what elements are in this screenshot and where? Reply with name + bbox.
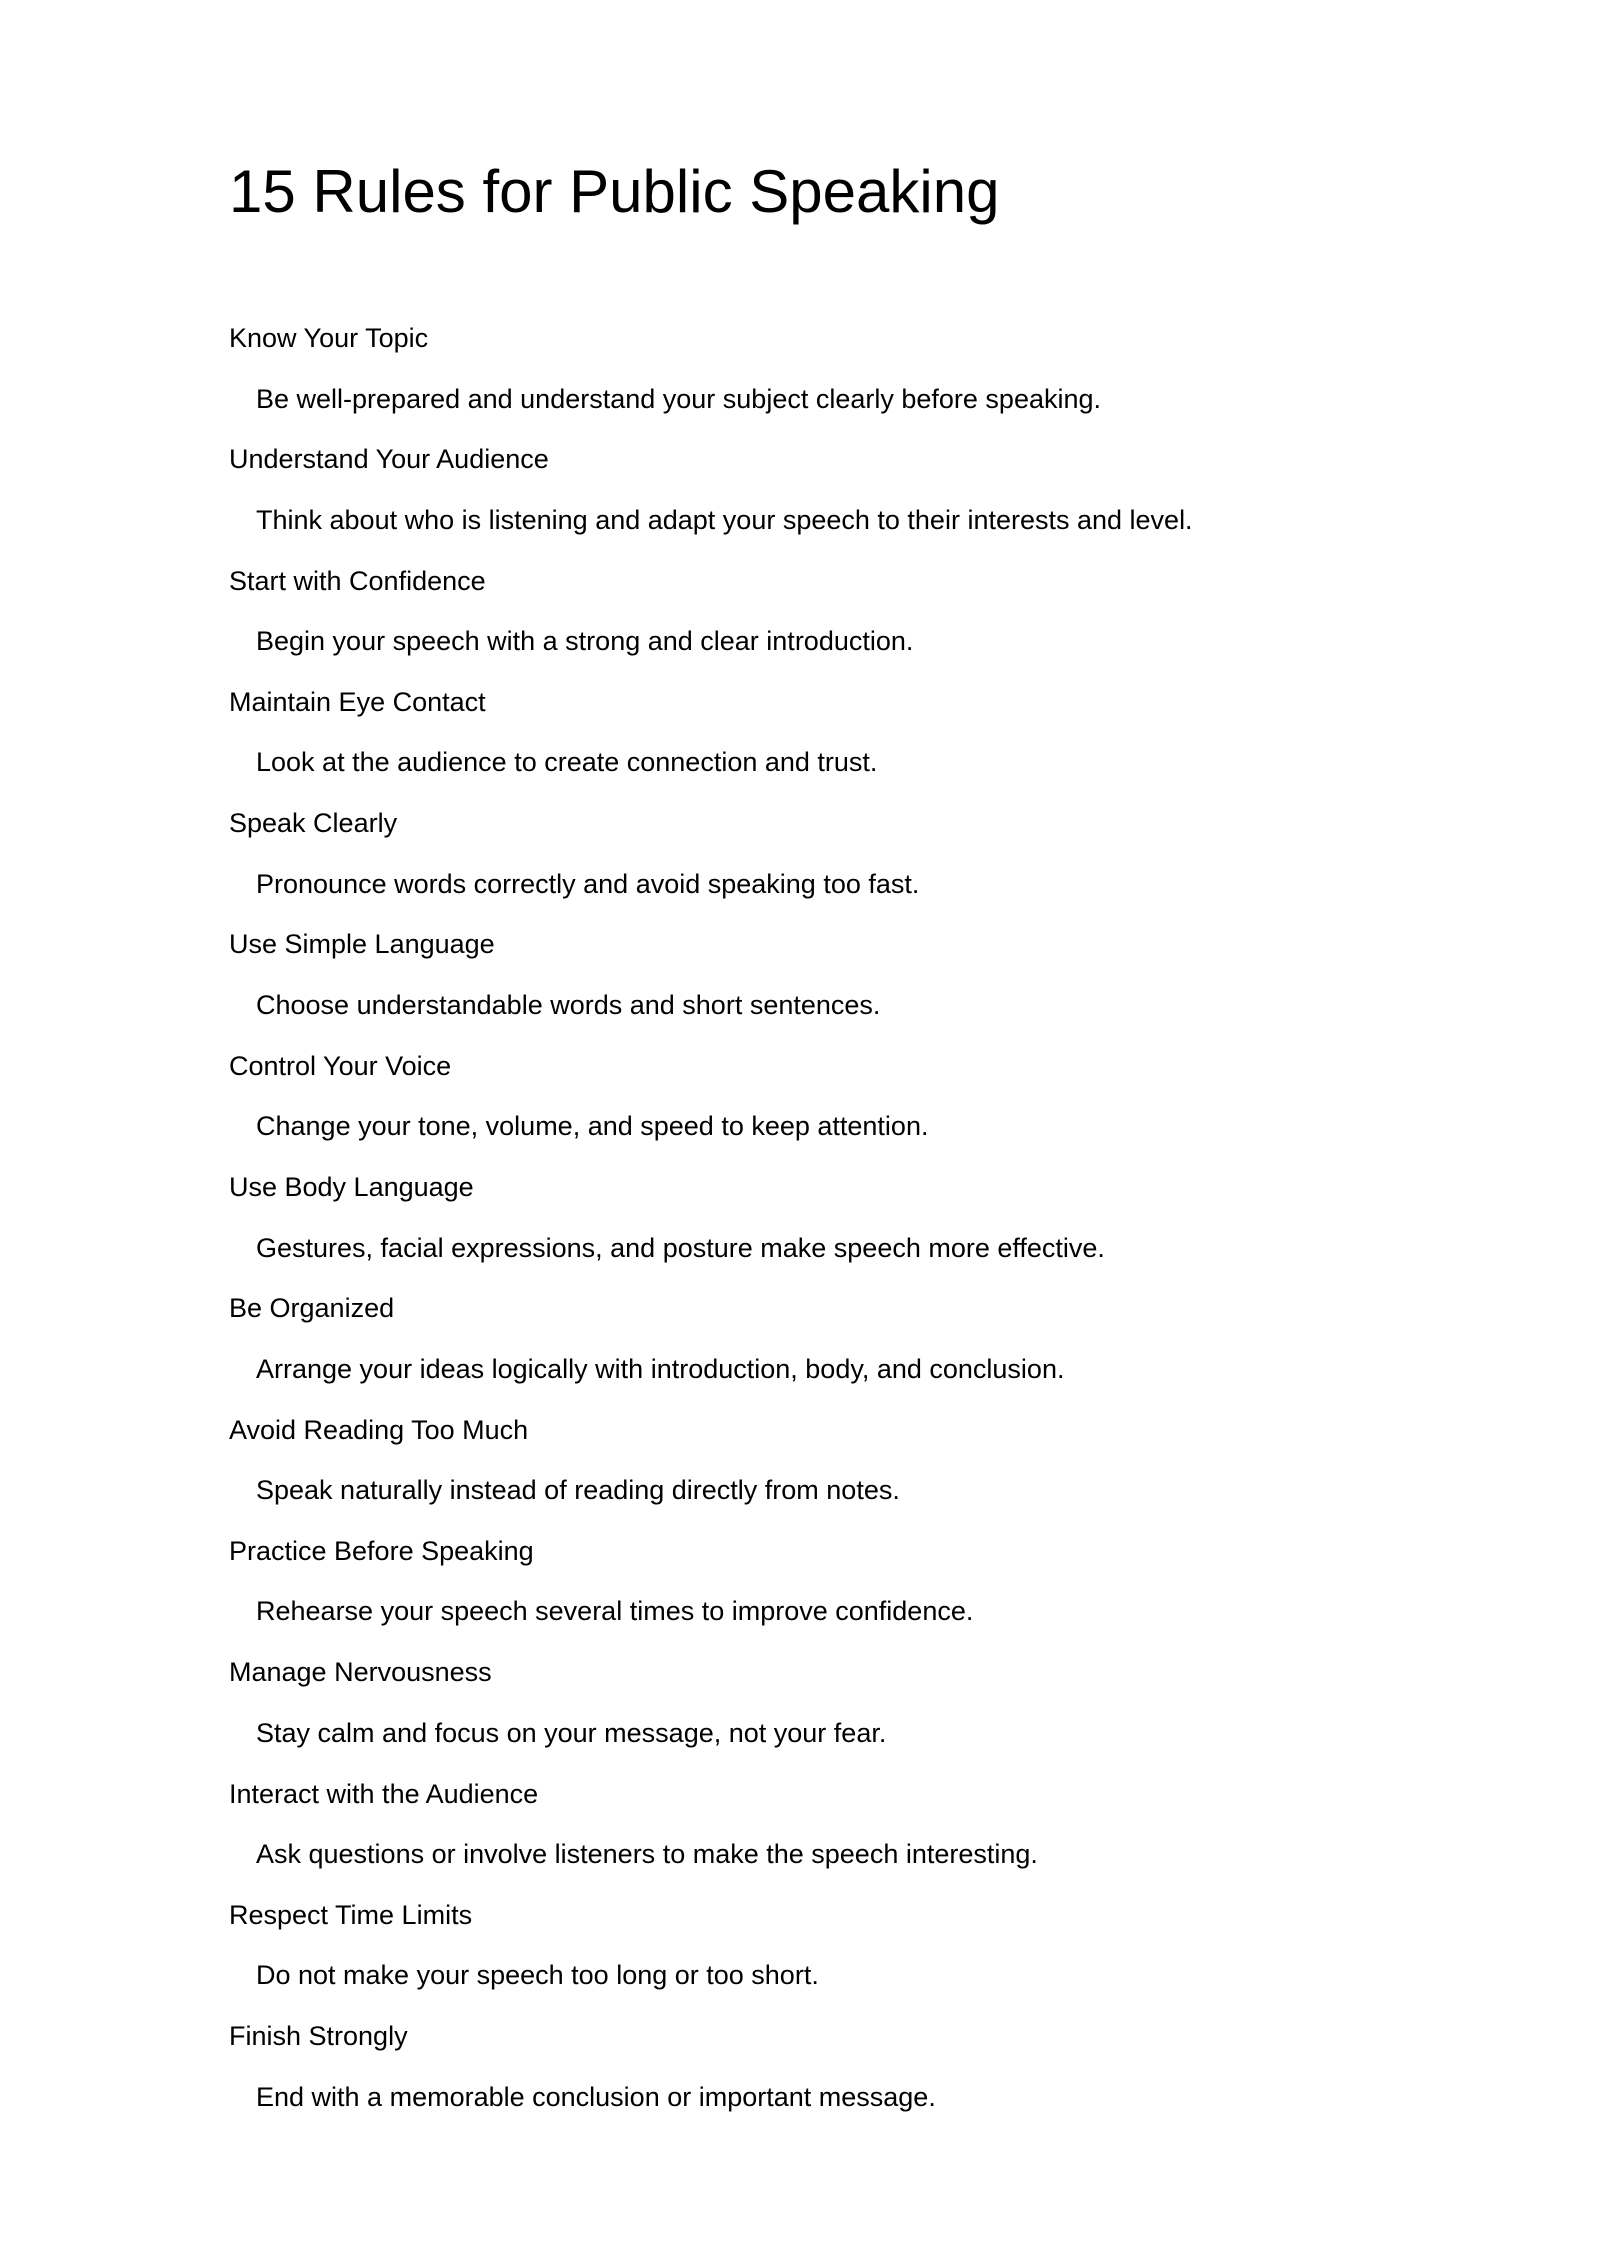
rule-heading: Use Simple Language bbox=[229, 929, 495, 960]
rule-heading: Avoid Reading Too Much bbox=[229, 1414, 529, 1445]
rule-item bbox=[229, 924, 1429, 1045]
rule-description: Stay calm and focus on your message, not your fear. bbox=[256, 1717, 887, 1748]
rule-item bbox=[229, 561, 1429, 682]
rule-item bbox=[229, 1046, 1429, 1167]
rule-item bbox=[229, 318, 1429, 439]
rule-description: Gestures, facial expressions, and posture make speech more effective. bbox=[256, 1232, 1105, 1263]
rule-heading: Finish Strongly bbox=[229, 2021, 408, 2052]
rule-heading: Know Your Topic bbox=[229, 323, 429, 353]
rule-description: Begin your speech with a strong and clear introduction. bbox=[256, 626, 914, 657]
rule-description: Rehearse your speech several times to improve confidence. bbox=[256, 1596, 974, 1627]
rule-item bbox=[229, 1288, 1429, 1409]
rule-heading: Respect Time Limits bbox=[229, 1899, 473, 1930]
rule-heading: Maintain Eye Contact bbox=[229, 686, 486, 717]
rule-item bbox=[229, 1531, 1429, 1652]
rule-item bbox=[229, 439, 1429, 560]
rule-heading: Practice Before Speaking bbox=[229, 1535, 534, 1566]
rule-description: Speak naturally instead of reading directly from notes. bbox=[256, 1475, 900, 1506]
rule-description: Arrange your ideas logically with introduction, body, and conclusion. bbox=[256, 1353, 1065, 1384]
rule-description: Choose understandable words and short sentences. bbox=[256, 989, 881, 1020]
page-title: 15 Rules for Public Speaking bbox=[229, 158, 1000, 225]
rule-item bbox=[229, 1410, 1429, 1531]
rule-heading: Control Your Voice bbox=[229, 1050, 452, 1081]
rule-item bbox=[229, 682, 1429, 803]
rule-heading: Use Body Language bbox=[229, 1172, 474, 1203]
rule-item bbox=[229, 1652, 1429, 1773]
rules-list bbox=[229, 318, 1429, 2137]
rule-description: Be well-prepared and understand your subject clearly before speaking. bbox=[256, 383, 1102, 414]
rule-description: Think about who is listening and adapt your speech to their interests and level. bbox=[256, 504, 1193, 535]
rule-description: Change your tone, volume, and speed to keep attention. bbox=[256, 1111, 929, 1142]
rule-description: Pronounce words correctly and avoid speaking too fast. bbox=[256, 868, 920, 899]
rule-item bbox=[229, 803, 1429, 924]
rule-item bbox=[229, 1774, 1429, 1895]
rule-heading: Manage Nervousness bbox=[229, 1657, 492, 1688]
rule-item bbox=[229, 2016, 1429, 2137]
rule-item bbox=[229, 1895, 1429, 2016]
rule-heading: Speak Clearly bbox=[229, 808, 398, 839]
rule-description: Do not make your speech too long or too short. bbox=[256, 1960, 819, 1991]
rule-description: Ask questions or involve listeners to make the speech interesting. bbox=[256, 1839, 1038, 1870]
rule-item bbox=[229, 1167, 1429, 1288]
rule-heading: Interact with the Audience bbox=[229, 1778, 539, 1809]
rule-heading: Be Organized bbox=[229, 1293, 395, 1324]
rule-description: Look at the audience to create connection and trust. bbox=[256, 747, 878, 778]
rule-description: End with a memorable conclusion or important message. bbox=[256, 2081, 936, 2112]
rule-heading: Start with Confidence bbox=[229, 565, 486, 596]
rule-heading: Understand Your Audience bbox=[229, 444, 549, 475]
